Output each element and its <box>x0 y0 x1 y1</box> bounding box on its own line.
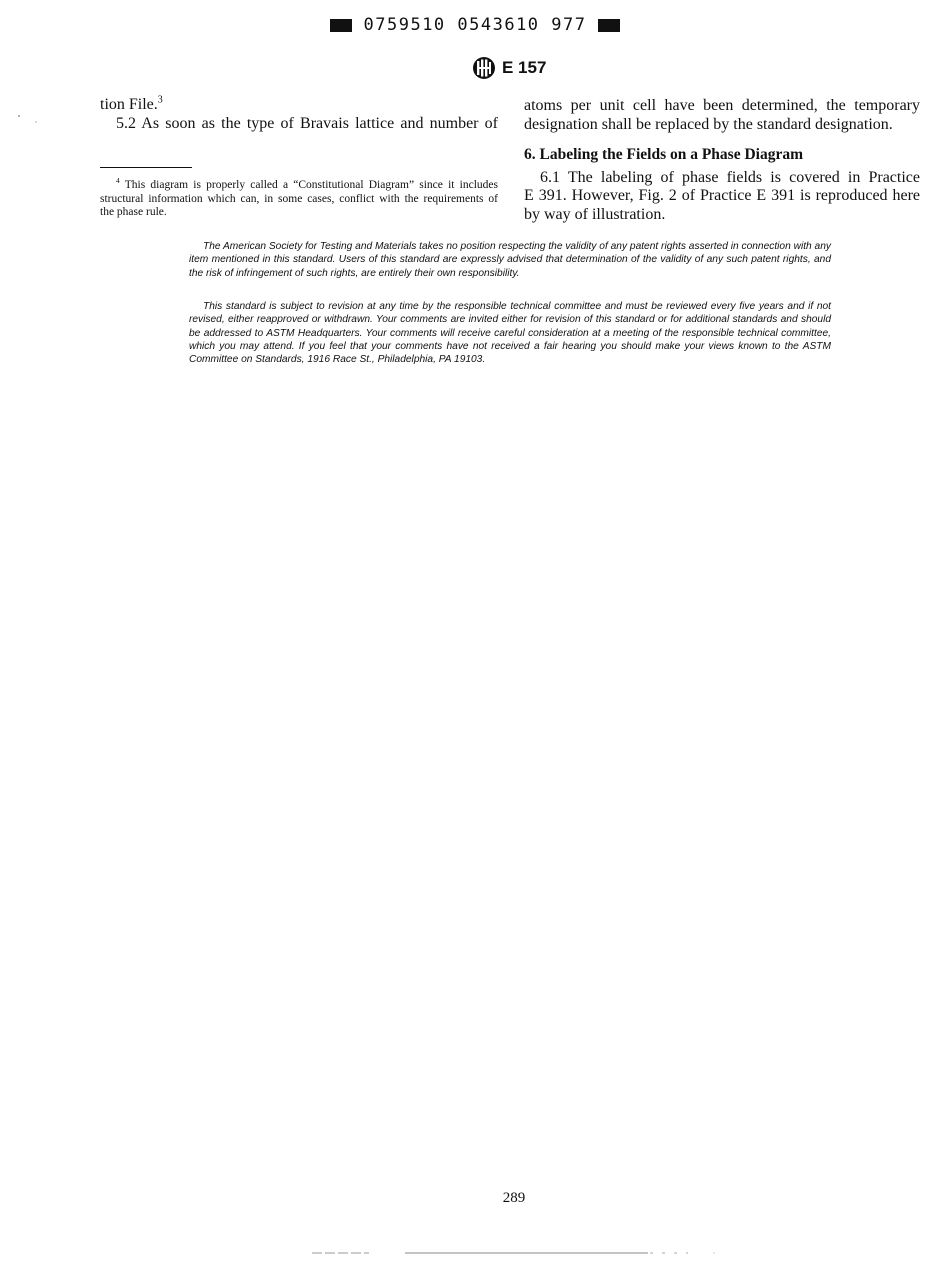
astm-logo-icon <box>472 56 496 80</box>
standard-designation: E 157 <box>502 58 547 77</box>
right-line-2: designation shall be replaced by the standard designation. <box>524 115 893 133</box>
patent-notice: The American Society for Testing and Materials takes no position respecting the validity of any patent rights asserted in connection with any item mentioned in this standard. Users of this standard are expressly advised that determination of the validity of any such patent rights, and the risk of infringement of such rights, are entirely their own responsibility. <box>189 241 831 279</box>
reference-superscript: 3 <box>157 94 163 106</box>
footnote-line-1-text: This diagram is properly called a “Constitutional Diagram” since it includes <box>124 179 499 191</box>
footnote-line-1 <box>100 176 499 193</box>
footnote-line-2: structural information which can, in some cases, conflict with the requirements of <box>100 192 498 205</box>
section-para-line-2: E 391. However, Fig. 2 of Practice E 391 is reproduced here <box>524 187 920 204</box>
barcode-header <box>0 15 950 35</box>
barcode-left-block <box>330 19 352 32</box>
section-para-line-1: 6.1 The labeling of phase fields is covered in Practice <box>540 168 920 186</box>
footnote-line-3: the phase rule. <box>100 206 167 218</box>
revision-notice: This standard is subject to revision at any time by the responsible technical committee and must be reviewed every five years and if not revised, either reapproved or withdrawn. Your comments are invited either for revision of this standard or for additional standards and should be addressed to ASTM Headquarters. Your comments will receive careful consideration at a meeting of the responsible technical committee, which you may attend. If you feel that your comments have not received a fair hearing you should make your views known to the ASTM Committee on Standards, 1916 Race St., Philadelphia, PA 19103. <box>189 301 831 366</box>
left-line-2: 5.2 As soon as the type of Bravais lattice and number of <box>116 114 498 132</box>
left-column <box>100 96 498 133</box>
left-line-1-text: tion File. <box>100 96 158 113</box>
footnote-rule <box>100 167 192 168</box>
footnote-mark: 4 <box>116 176 120 186</box>
standard-header <box>472 56 546 80</box>
left-line-1 <box>100 96 498 115</box>
right-column <box>524 97 920 224</box>
section-para-line-3: by way of illustration. <box>524 205 666 223</box>
section-heading: 6. Labeling the Fields on a Phase Diagram <box>524 146 804 163</box>
right-line-1: atoms per unit cell have been determined, the temporary <box>524 97 920 114</box>
footnote <box>100 176 499 220</box>
barcode-text: 0759510 0543610 977 <box>363 15 587 35</box>
barcode-right-block <box>598 19 620 32</box>
page-number: 289 <box>502 1190 526 1206</box>
